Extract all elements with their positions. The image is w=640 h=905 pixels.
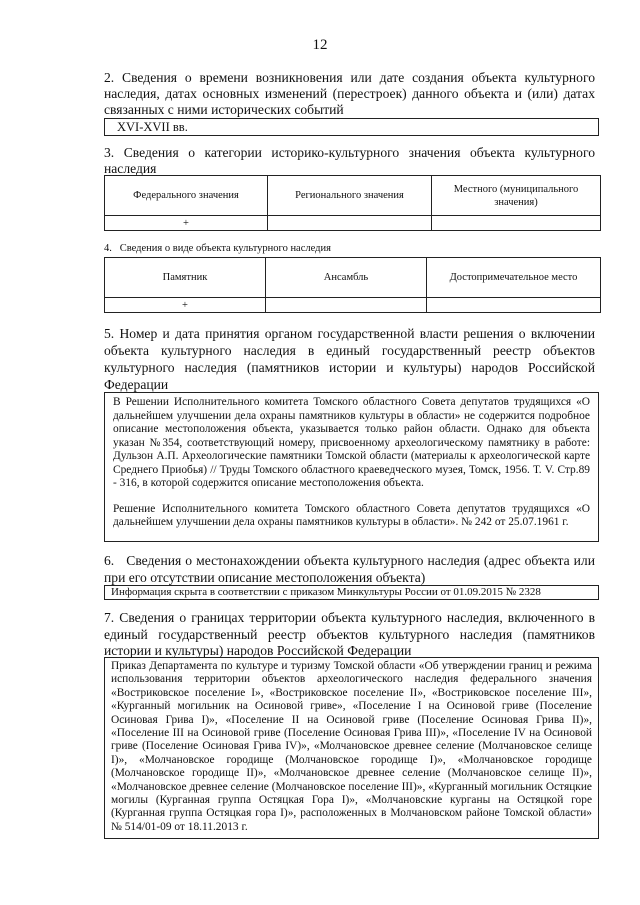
section-7-box: Приказ Департамента по культуре и туризму Томской области «Об утверждении границ и режима использования территории объектов археологического наследия федерального значения «Востриковское поселение I», «Востриковское поселение II», «Востриковское поселение III», «Курганный могильник на Осиновой гриве», «Поселение I на Осиновой гриве (Поселение Осиновая Грива I)», «Поселение II на Осиновой гриве (Поселение Осиновая Грива II)», «Поселение III на Осиновой гриве (Поселение Осиновая Грива III)», «Поселение IV на Осиновой гриве (Поселение Осиновая Грива IV)», «Молчановское древнее селение (Молчановское селище I)», «Молчановское городище (Молчановское городище I)», «Молчановское городище (Молчановское городище II)», «Молчановское древнее селение (Молчановское селище II)», «Молчановское древнее селение (Молчановское поселение III)», «Курганный могильник Остяцкие могилы (Курганная группа Остяцкая Гора I)», «Молчановские курганы на Остяцкой горе (Курганная группа Остяцкая гора I)», расположенных в Молчановском районе Томской области» № 514/01-09 от 18.11.2013 г. xyxy=(104,657,599,839)
section-5-title: 5. Номер и дата принятия органом государственной власти решения о включении объекта культурного наследия в единый государственный реестр объектов культурного наследия (памятников истории и культуры) народов Российской Федерации xyxy=(104,326,595,392)
column-header: Федерального значения xyxy=(105,176,268,216)
section-2-value: XVI-XVII вв. xyxy=(104,118,599,136)
column-header: Ансамбль xyxy=(266,258,427,298)
section-6-value: Информация скрыта в соответствии с приказом Минкультуры России от 01.09.2015 № 2328 xyxy=(104,585,599,600)
column-header: Регионального значения xyxy=(268,176,432,216)
decision-description: В Решении Исполнительного комитета Томского областного Совета депутатов трудящихся «О дальнейшем улучшении дела охраны памятников культуры в области» не содержится подробное описание местоположения объекта, указывается только район области. Однако для объекта указан №354, соответствующий номеру, присвоенному археологическому памятнику в работе: Дульзон А.П. Археологические памятники Томской области (материалы к археологической карте Среднего Приобья) // Труды Томского областного краеведческого музея, Томск, 1956. Т. V. Стр.89 - 316, в которой содержится описание местоположения объекта. xyxy=(113,396,590,489)
type-mark: + xyxy=(105,298,266,313)
section-4-table xyxy=(104,257,601,313)
decision-reference: Решение Исполнительного комитета Томского областного Совета депутатов трудящихся «О дальнейшем улучшении дела охраны памятников культуры в области». № 242 от 25.07.1961 г. xyxy=(113,502,590,528)
section-7-title: 7. Сведения о границах территории объекта культурного наследия, включенного в единый государственный реестр объектов культурного наследия (памятников истории и культуры) народов Российской Федерации xyxy=(104,610,595,658)
type-mark xyxy=(266,298,427,313)
section-2-title: 2. Сведения о времени возникновения или дате создания объекта культурного наследия, датах основных изменений (перестроек) данного объекта и (или) датах связанных с ними исторических событий xyxy=(104,70,595,117)
column-header: Памятник xyxy=(105,258,266,298)
type-mark xyxy=(427,298,601,313)
category-mark xyxy=(268,216,432,231)
page-number: 12 xyxy=(312,37,328,53)
column-header: Достопримечательное место xyxy=(427,258,601,298)
section-5-box xyxy=(104,392,599,542)
column-header: Местного (муниципального значения) xyxy=(432,176,601,216)
section-4-title: 4. Сведения о виде объекта культурного наследия xyxy=(104,243,331,254)
category-mark: + xyxy=(105,216,268,231)
category-mark xyxy=(432,216,601,231)
section-3-title: 3. Сведения о категории историко-культурного значения объекта культурного наследия xyxy=(104,145,595,176)
section-3-table xyxy=(104,175,601,231)
section-6-title: 6. Сведения о местонахождении объекта культурного наследия (адрес объекта или при его отсутствии описание местоположения объекта) xyxy=(104,553,595,585)
